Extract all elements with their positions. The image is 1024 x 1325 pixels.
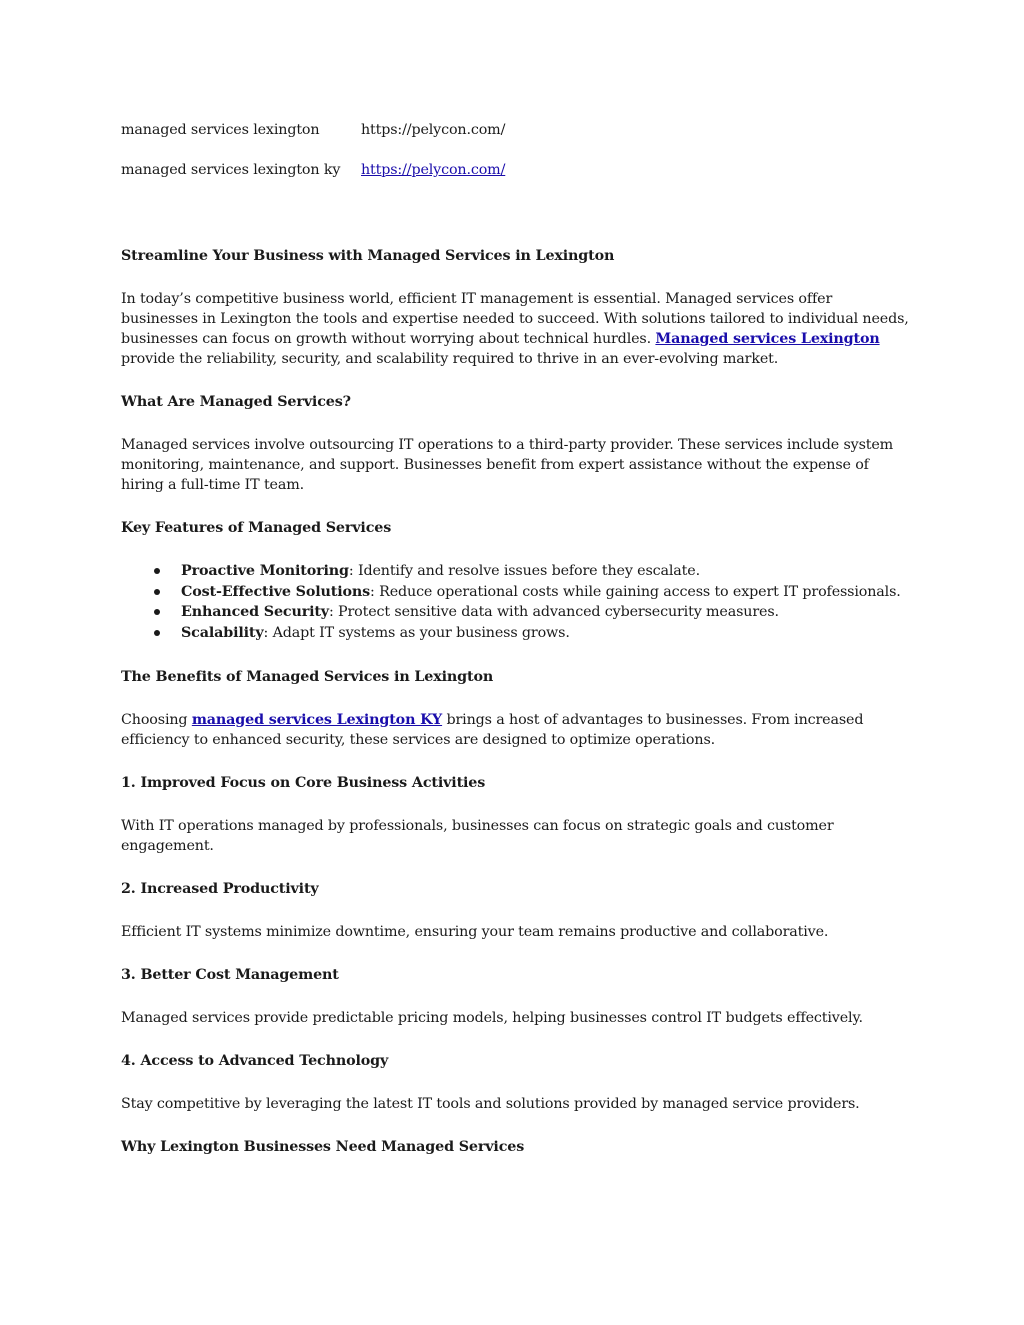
list-item [181, 582, 911, 603]
feature-term: Enhanced Security [181, 604, 329, 621]
list-item [181, 561, 911, 582]
intro-text-after: provide the reliability, security, and scalability required to thrive in an ever-evolving market. [121, 351, 779, 367]
benefits-paragraph [121, 710, 911, 750]
intro-link[interactable]: Managed services Lexington [655, 331, 880, 347]
point-4-paragraph: Stay competitive by leveraging the latest IT tools and solutions provided by managed service providers. [121, 1095, 860, 1112]
keyword-table [121, 120, 911, 180]
feature-desc: : Adapt IT systems as your business grows. [263, 625, 570, 642]
intro-paragraph [121, 289, 911, 369]
point-3-heading: 3. Better Cost Management [121, 966, 339, 983]
intro-text-before: In today’s competitive business world, efficient IT management is essential. Managed services offer businesses in Lexington the tools and expertise needed to succeed. With solutions tailored to individual needs, businesses can focus on growth without worrying about technical hurdles. [121, 291, 909, 347]
features-heading: Key Features of Managed Services [121, 520, 392, 536]
benefits-text-after: brings a host of advantages to businesses. From increased efficiency to enhanced security, these services are designed to optimize operations. [121, 711, 864, 748]
point-2-paragraph: Efficient IT systems minimize downtime, ensuring your team remains productive and collaborative. [121, 923, 829, 940]
point-4-heading: 4. Access to Advanced Technology [121, 1052, 389, 1069]
point-1-paragraph: With IT operations managed by professionals, businesses can focus on strategic goals and customer engagement. [121, 817, 834, 854]
page-title: Streamline Your Business with Managed Services in Lexington [121, 248, 615, 264]
point-3-paragraph: Managed services provide predictable pricing models, helping businesses control IT budgets effectively. [121, 1009, 863, 1026]
feature-term: Scalability [181, 625, 264, 642]
point-2-heading: 2. Increased Productivity [121, 880, 319, 897]
keyword-1: managed services lexington [121, 122, 320, 138]
document-page [121, 120, 911, 1157]
list-item [181, 602, 911, 623]
feature-term: Cost-Effective Solutions [181, 583, 371, 600]
keyword-2-url-link[interactable]: https://pelycon.com/ [361, 162, 506, 178]
keyword-2: managed services lexington ky [121, 162, 341, 178]
benefits-text-before: Choosing [121, 711, 192, 728]
keyword-1-url: https://pelycon.com/ [361, 122, 506, 138]
list-item [181, 623, 911, 644]
feature-desc: : Reduce operational costs while gaining access to expert IT professionals. [370, 583, 901, 600]
what-heading: What Are Managed Services? [121, 394, 351, 410]
point-1-heading: 1. Improved Focus on Core Business Activities [121, 774, 486, 791]
features-list [121, 561, 911, 644]
feature-term: Proactive Monitoring [181, 563, 349, 579]
benefits-link[interactable]: managed services Lexington KY [191, 711, 443, 728]
why-heading: Why Lexington Businesses Need Managed Services [121, 1138, 525, 1155]
benefits-heading: The Benefits of Managed Services in Lexington [121, 668, 494, 685]
feature-desc: : Protect sensitive data with advanced cybersecurity measures. [328, 604, 779, 621]
what-paragraph: Managed services involve outsourcing IT operations to a third-party provider. These services include system monitoring, maintenance, and support. Businesses benefit from expert assistance without the expense of hiring a full-time IT team. [121, 437, 894, 493]
feature-desc: : Identify and resolve issues before they escalate. [348, 563, 700, 579]
